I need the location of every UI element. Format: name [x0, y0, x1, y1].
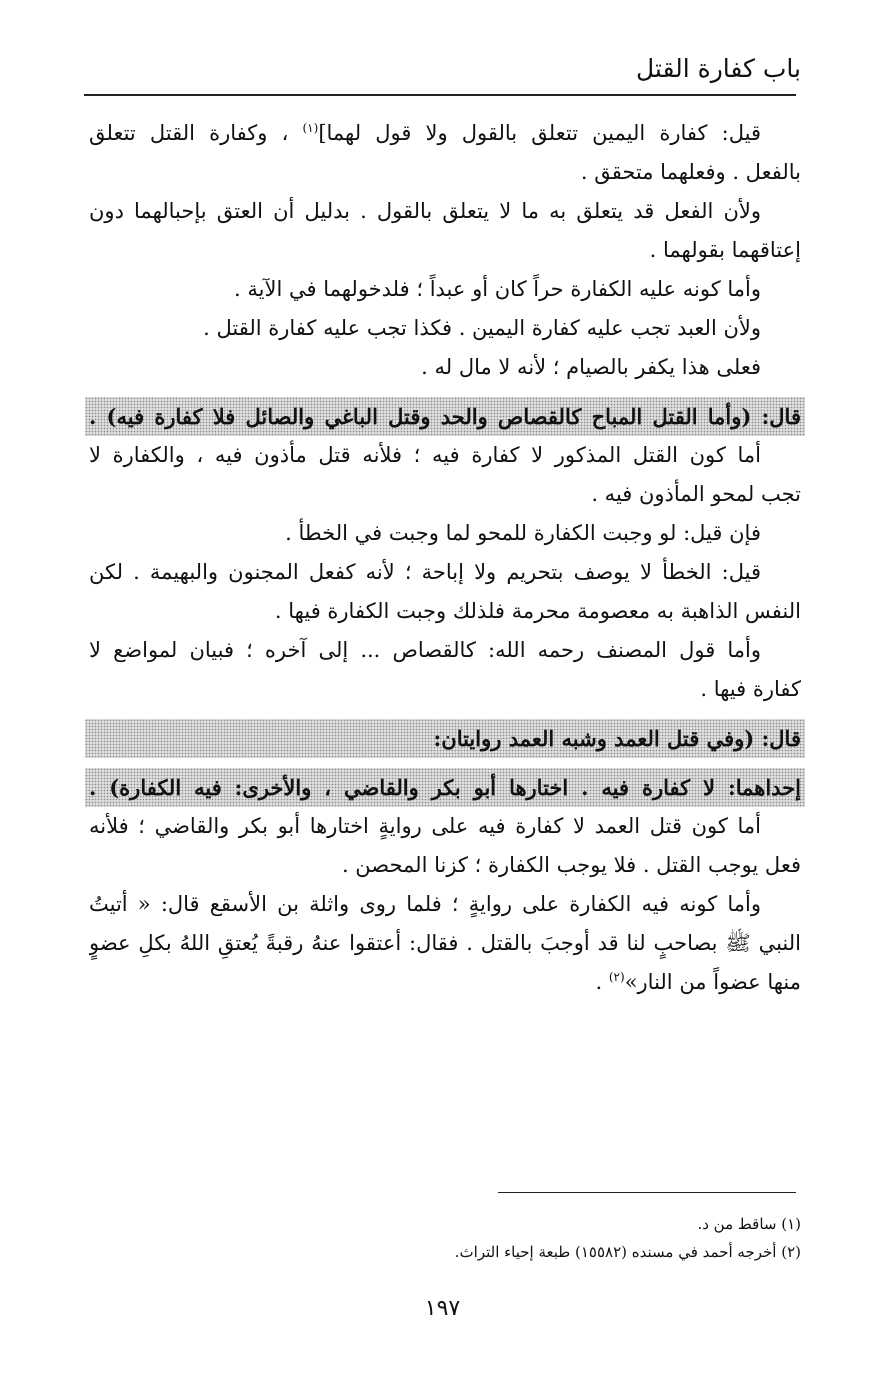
matn-quote: قال: (وأما القتل المباح كالقصاص والحد وقتل الباغي والصائل فلا كفارة فيه) .: [85, 397, 805, 436]
footnote-2: (٢) أخرجه أحمد في مسنده (١٥٥٨٢) طبعة إحياء التراث.: [454, 1243, 801, 1261]
text-line: فإن قيل: لو وجبت الكفارة للمحو لما وجبت في الخطأ .: [285, 521, 761, 545]
text-line: ولأن العبد تجب عليه كفارة اليمين . فكذا تجب عليه كفارة القتل .: [203, 316, 761, 340]
text-run: ، وكفارة القتل تتعلق: [89, 121, 303, 145]
text-line: وأما كونه عليه الكفارة حراً كان أو عبداً ؛ فلدخولهما في الآية .: [234, 277, 761, 301]
matn-quote: قال: (وفي قتل العمد وشبه العمد روايتان:: [85, 719, 805, 758]
text-line: النفس الذاهبة به معصومة محرمة فلذلك وجبت الكفارة فيها .: [274, 599, 801, 623]
text-run: قيل: كفارة اليمين تتعلق بالقول ولا قول لهما]: [318, 121, 761, 145]
text-run: منها عضواً من النار»: [624, 970, 801, 994]
text-line: النبي ﷺ بصاحبٍ لنا قد أوجبَ بالقتل . فقال: أعتقوا عنهُ رقبةً يُعتقِ اللهُ بكلِ عضوٍ: [89, 931, 801, 955]
page-number: ١٩٧: [424, 1296, 461, 1321]
running-header-title: باب كفارة القتل: [635, 54, 801, 83]
matn-quote: إحداهما: لا كفارة فيه . اختارها أبو بكر والقاضي ، والأخرى: فيه الكفارة) .: [85, 768, 805, 807]
main-text: [89, 114, 801, 1002]
text-line: كفارة فيها .: [700, 677, 801, 701]
text-line: وأما قول المصنف رحمه الله: كالقصاص ... إلى آخره ؛ فبيان لمواضع لا: [89, 638, 761, 662]
header-rule: [84, 94, 796, 96]
text-line: أما كون القتل المذكور لا كفارة فيه ؛ فلأنه قتل مأذون فيه ، والكفارة لا: [89, 443, 761, 467]
footnote-ref-2: (٢): [608, 970, 625, 984]
text-line: [89, 963, 801, 1002]
text-line: قيل: الخطأ لا يوصف بتحريم ولا إباحة ؛ لأنه كفعل المجنون والبهيمة . لكن: [89, 560, 761, 584]
text-run: .: [595, 970, 609, 994]
footnotes: [89, 1210, 801, 1266]
footnote-ref-1: (١): [302, 121, 319, 135]
text-line: أما كون قتل العمد لا كفارة فيه على روايةٍ اختارها أبو بكر والقاضي ؛ فلأنه: [89, 814, 761, 838]
text-line: ولأن الفعل قد يتعلق به ما لا يتعلق بالقول . بدليل أن العتق بإحبالهما دون: [89, 199, 761, 223]
text-line: وأما كونه فيه الكفارة على روايةٍ ؛ فلما روى واثلة بن الأسقع قال: « أتيتُ: [89, 892, 761, 916]
text-line: فعل يوجب القتل . فلا يوجب الكفارة ؛ كزنا المحصن .: [341, 853, 801, 877]
text-line: تجب لمحو المأذون فيه .: [591, 482, 801, 506]
text-line: بالفعل . وفعلهما متحقق .: [580, 160, 801, 184]
footnote-rule: [498, 1192, 796, 1193]
text-line: فعلى هذا يكفر بالصيام ؛ لأنه لا مال له .: [421, 355, 761, 379]
footnote-1: (١) ساقط من د.: [697, 1215, 801, 1233]
text-line: إعتاقهما بقولهما .: [649, 238, 801, 262]
text-line: [89, 114, 801, 153]
